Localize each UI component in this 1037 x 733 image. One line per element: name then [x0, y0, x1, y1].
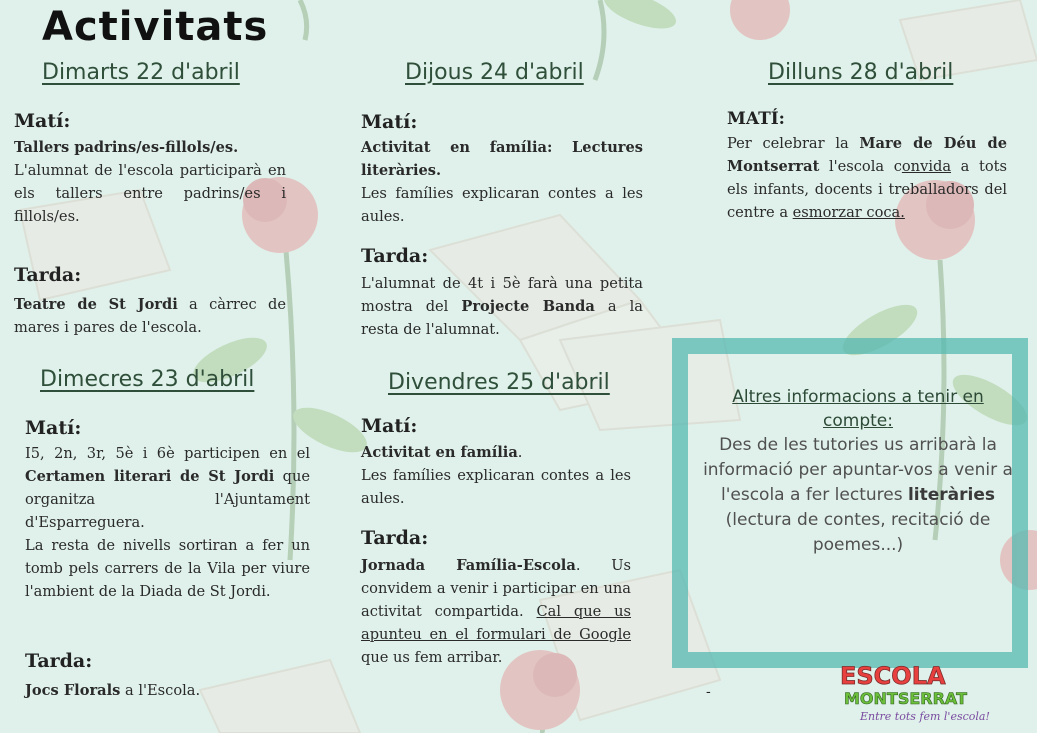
- activity-text: [25, 679, 310, 702]
- logo-line-1: ESCOLA: [840, 662, 946, 690]
- info-heading-text: Altres informacions a tenir en compte: [732, 387, 984, 431]
- activity-description: L'alumnat de 4t i 5è farà una petita mostra del: [361, 275, 643, 315]
- info-body: [700, 433, 1016, 558]
- activity-title: Projecte Banda: [461, 298, 595, 315]
- activity-description: La resta de nivells sortiran a fer un tomb pels carrers de la Vila per viure l'ambient de la Diada de St Jordi.: [25, 537, 310, 600]
- info-panel: [700, 385, 1016, 558]
- activity-description: a la resta de l'alumnat.: [361, 298, 643, 338]
- activity-text: [14, 293, 286, 339]
- logo-tagline: Entre tots fem l'escola!: [860, 710, 990, 723]
- activity-description: a càrrec de mares i pares de l'escola.: [14, 296, 286, 336]
- activity-punctuation: .: [517, 444, 523, 461]
- activity-text: [361, 441, 631, 510]
- activity-title: Mare de Déu de Montserrat: [727, 135, 1007, 175]
- activity-description: Les famílies explicaran contes a les aules.: [361, 185, 643, 225]
- activity-description: L'alumnat de l'escola participarà en els tallers entre padrins/es i fillols/es.: [14, 162, 286, 225]
- info-heading-colon: :: [887, 411, 893, 431]
- footer-mark: -: [706, 684, 711, 700]
- day-heading-dijous: Dijous 24 d'abril: [405, 60, 584, 85]
- section-label-mati: Matí:: [25, 417, 82, 439]
- activity-title: Tallers padrins/es-fillols/es.: [14, 139, 239, 156]
- activity-title: Certamen literari de St Jordi: [25, 468, 275, 485]
- section-label-tarda: Tarda:: [14, 264, 82, 286]
- activity-text: [361, 136, 643, 228]
- info-heading: [700, 385, 1016, 433]
- underlined-text: onvida: [901, 158, 952, 175]
- activity-title: Activitat en família: [361, 444, 518, 461]
- activity-text: [14, 136, 286, 228]
- day-heading-divendres: Divendres 25 d'abril: [388, 370, 610, 395]
- logo-line-2: MONTSERRAT: [844, 689, 967, 708]
- activity-description: I5, 2n, 3r, 5è i 6è participen en el: [25, 445, 310, 462]
- activity-description: que us fem arribar.: [361, 649, 503, 666]
- page-title: Activitats: [42, 4, 269, 50]
- day-heading-dimarts: Dimarts 22 d'abril: [42, 60, 240, 85]
- activity-description: Les famílies explicaran contes a les aules.: [361, 467, 631, 507]
- activity-description: que organitza l'Ajuntament d'Esparreguera.: [25, 468, 310, 531]
- activity-text: [361, 272, 643, 341]
- activity-title: Jocs Florals: [25, 682, 121, 699]
- underlined-text: esmorzar coca.: [792, 204, 905, 221]
- activity-title: Teatre de St Jordi: [14, 296, 178, 313]
- school-logo: [838, 660, 1008, 726]
- day-heading-dimecres: Dimecres 23 d'abril: [40, 367, 255, 392]
- activity-description: . Us convidem a venir i participar en una activitat compartida.: [361, 557, 631, 620]
- section-label-mati: Matí:: [14, 110, 71, 132]
- activity-title: Activitat en família: Lectures literàries.: [361, 139, 643, 179]
- section-label-tarda: Tarda:: [361, 245, 429, 267]
- activity-description: a l'Escola.: [120, 682, 201, 699]
- section-label-mati: Matí:: [361, 111, 418, 133]
- section-label-tarda: Tarda:: [25, 650, 93, 672]
- info-bold-text: literàries: [907, 485, 995, 505]
- activity-text: [25, 442, 310, 603]
- activity-text: [361, 554, 631, 669]
- section-label-mati: Matí:: [361, 415, 418, 437]
- activity-description: a tots els infants, docents i treballadors del centre a: [727, 158, 1007, 221]
- activity-text: [727, 132, 1007, 224]
- info-text: Des de les tutories us arribarà la informació per apuntar-vos a venir a l'escola a fer lectures: [703, 435, 1013, 505]
- section-label-mati: MATÍ:: [727, 109, 785, 129]
- day-heading-dilluns: Dilluns 28 d'abril: [768, 60, 954, 85]
- info-text: (lectura de contes, recitació de poemes...): [725, 510, 991, 555]
- activity-description: l'escola c: [819, 158, 902, 175]
- activity-description: Per celebrar la: [727, 135, 860, 152]
- section-label-tarda: Tarda:: [361, 527, 429, 549]
- google-form-link[interactable]: Cal que us apunteu en el formulari de Google: [361, 603, 632, 643]
- activity-title: Jornada Família-Escola: [361, 557, 576, 574]
